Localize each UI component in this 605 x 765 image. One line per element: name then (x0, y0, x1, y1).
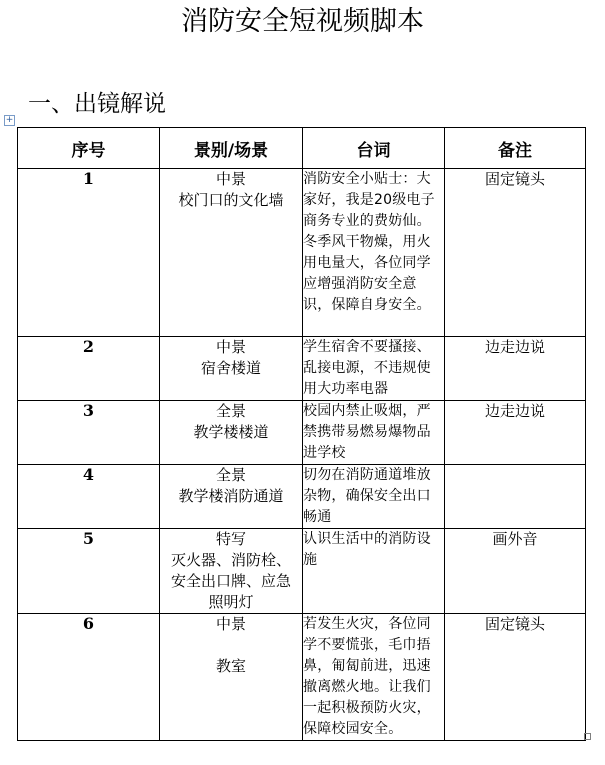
dialogue-cell: 若发生火灾，各位同学不要慌张，毛巾捂鼻，匍匐前进，迅速撤离燃火地。让我们一起积极预防火灾，保障校园安全。 (303, 614, 445, 741)
note-cell: 画外音 (445, 529, 586, 614)
table-header-row (18, 128, 586, 169)
table-row (18, 401, 586, 465)
scene-location: 教学楼楼道 (193, 423, 269, 441)
shot-type: 中景 (215, 338, 246, 356)
dialogue-cell: 认识生活中的消防设施 (303, 529, 445, 614)
table-row (18, 465, 586, 529)
scene-cell (160, 401, 303, 465)
scene-location: 安全出口牌、应急 (170, 572, 291, 590)
note-cell (445, 465, 586, 529)
scene-location: 校门口的文化墙 (178, 191, 284, 209)
shot-type: 全景 (215, 402, 246, 420)
shot-type: 中景 (215, 615, 246, 633)
scene-cell (160, 465, 303, 529)
script-table (17, 127, 586, 741)
note-cell: 固定镜头 (445, 169, 586, 337)
row-number: 2 (18, 337, 160, 401)
note-cell: 边走边说 (445, 337, 586, 401)
note-cell: 边走边说 (445, 401, 586, 465)
header-cell-lines: 台词 (303, 128, 445, 169)
note-cell: 固定镜头 (445, 614, 586, 741)
table-row (18, 337, 586, 401)
shot-type: 特写 (215, 530, 246, 548)
scene-cell (160, 169, 303, 337)
scene-location: 教室 (215, 657, 246, 675)
document-title: 消防安全短视频脚本 (181, 6, 424, 37)
header-cell-number: 序号 (18, 128, 160, 169)
dialogue-cell: 切勿在消防通道堆放杂物，确保安全出口畅通 (303, 465, 445, 529)
scene-location: 宿舍楼道 (200, 359, 261, 377)
scene-location: 照明灯 (208, 593, 254, 611)
dialogue-cell: 消防安全小贴士：大家好，我是20级电子商务专业的费妨仙。冬季风干物燥，用火用电量大，各位同学应增强消防安全意识，保障自身安全。 (303, 169, 445, 337)
table-move-handle-icon[interactable]: + (5, 115, 14, 125)
table-row (18, 169, 586, 337)
scene-cell (160, 529, 303, 614)
dialogue-cell: 校园内禁止吸烟，严禁携带易燃易爆物品进学校 (303, 401, 445, 465)
table-resize-handle-icon[interactable] (584, 733, 591, 740)
row-number: 4 (18, 465, 160, 529)
row-number: 3 (18, 401, 160, 465)
dialogue-cell: 学生宿舍不要搔接、乱接电源，不违规使用大功率电器 (303, 337, 445, 401)
table-row (18, 529, 586, 614)
section-heading: 一、出镜解说 (28, 91, 166, 117)
table-row (18, 614, 586, 741)
header-cell-scene: 景别/场景 (160, 128, 303, 169)
scene-cell (160, 337, 303, 401)
scene-cell (160, 614, 303, 741)
scene-spacer (160, 635, 302, 656)
header-cell-notes: 备注 (445, 128, 586, 169)
scene-location: 灭火器、消防栓、 (170, 551, 291, 569)
row-number: 6 (18, 614, 160, 741)
shot-type: 中景 (215, 170, 246, 188)
scene-location: 教学楼消防通道 (178, 487, 284, 505)
shot-type: 全景 (215, 466, 246, 484)
row-number: 5 (18, 529, 160, 614)
row-number: 1 (18, 169, 160, 337)
